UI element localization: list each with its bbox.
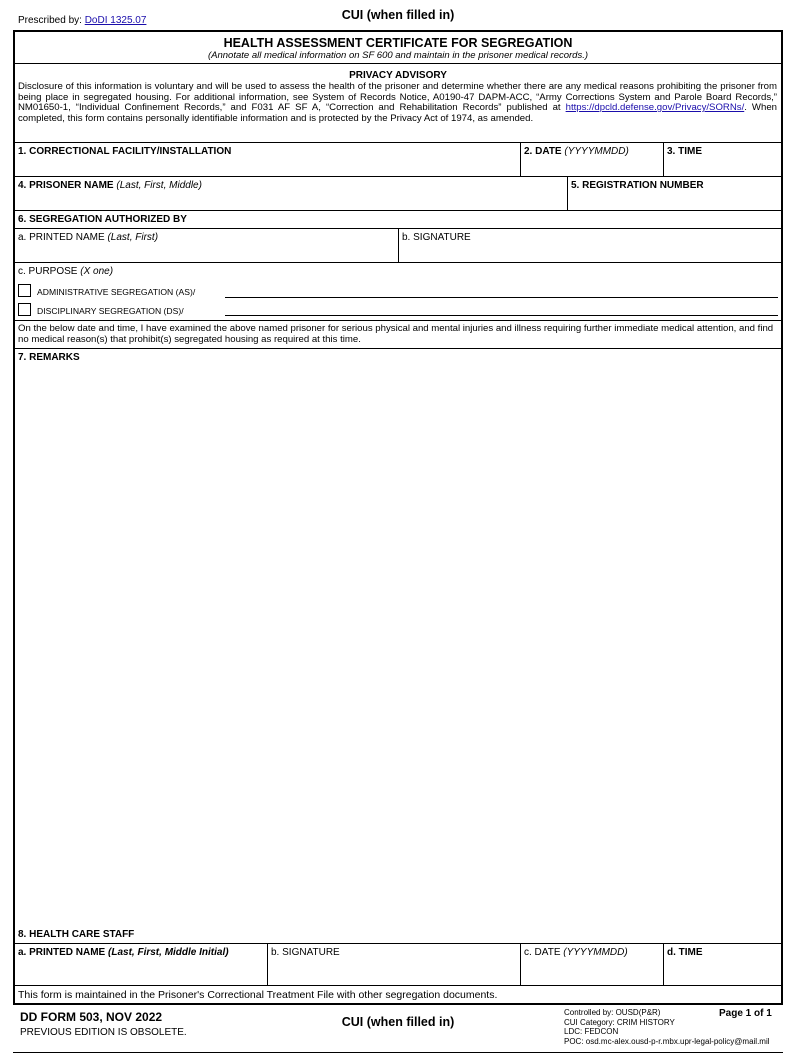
prisoner-name-text: 4. PRISONER NAME (18, 180, 117, 191)
purpose-text: c. PURPOSE (18, 266, 81, 277)
staff-time-label: d. TIME (667, 947, 703, 958)
authorizer-name-text: a. PRINTED NAME (18, 232, 108, 243)
dodi-link[interactable]: DoDI 1325.07 (84, 15, 147, 26)
row-health-care-heading (15, 926, 781, 944)
date-label-text: 2. DATE (524, 146, 565, 157)
staff-name-text: a. PRINTED NAME (18, 947, 109, 958)
staff-date-label (524, 947, 628, 958)
authorizer-name-hint: (Last, First) (107, 232, 159, 243)
date-label (524, 146, 629, 157)
staff-signature-label: b. SIGNATURE (271, 947, 340, 958)
authorizer-name-field[interactable] (15, 229, 398, 262)
option-administrative-label: ADMINISTRATIVE SEGREGATION (AS)/ (37, 287, 196, 297)
form-identifier: DD FORM 503, NOV 2022 (20, 1010, 163, 1024)
administrative-line[interactable] (225, 285, 778, 298)
examination-statement: On the below date and time, I have examined the above named prisoner for serious physical and mental injuries and illness requiring further immediate medical attention, and find no medical reason(s) that prohibit(s) segregated housing as required at this time. (18, 323, 774, 345)
prescribed-label: Prescribed by: (18, 15, 85, 26)
time-label: 3. TIME (667, 146, 703, 157)
controlled-by: Controlled by: OUSD(P&R) (564, 1008, 661, 1017)
staff-name-label (18, 947, 229, 958)
date-field[interactable] (520, 143, 663, 176)
remarks-label: 7. REMARKS (18, 352, 80, 363)
checkbox-administrative[interactable] (18, 284, 31, 297)
privacy-text (18, 82, 777, 124)
registration-number-label: 5. REGISTRATION NUMBER (571, 180, 704, 191)
form-body (13, 30, 783, 1005)
option-disciplinary-label: DISCIPLINARY SEGREGATION (DS)/ (37, 306, 184, 316)
row-segregation-heading (15, 211, 781, 229)
row-purpose (15, 263, 781, 321)
ldc: LDC: FEDCON (564, 1027, 619, 1036)
staff-date-hint: (YYYYMMDD) (563, 947, 628, 958)
top-bar (0, 0, 796, 30)
cui-marking-top: CUI (when filled in) (341, 8, 455, 22)
page-number: Page 1 of 1 (719, 1008, 772, 1019)
time-field[interactable] (663, 143, 781, 176)
date-hint: (YYYYMMDD) (564, 146, 629, 157)
staff-signature-field[interactable] (267, 944, 520, 985)
registration-number-field[interactable] (567, 177, 781, 210)
staff-date-field[interactable] (520, 944, 663, 985)
row-health-care-staff (15, 944, 781, 986)
form-footer (13, 1005, 783, 1055)
privacy-advisory (15, 65, 781, 143)
privacy-title: PRIVACY ADVISORY (349, 70, 447, 81)
disciplinary-line[interactable] (225, 303, 778, 316)
poc: POC: osd.mc-alex.ousd-p-r.mbx.upr-legal-policy@mail.mil (564, 1036, 770, 1046)
facility-field[interactable] (15, 143, 520, 176)
cui-category: CUI Category: CRIM HISTORY (564, 1017, 675, 1027)
prisoner-name-field[interactable] (15, 177, 567, 210)
footer-note: This form is maintained in the Prisoner's Correctional Treatment File with other segregation documents. (18, 989, 498, 1001)
staff-name-field[interactable] (15, 944, 267, 985)
staff-name-hint: (Last, First, Middle Initial) (108, 947, 229, 958)
checkbox-disciplinary[interactable] (18, 303, 31, 316)
previous-edition-note: PREVIOUS EDITION IS OBSOLETE. (20, 1027, 187, 1038)
prisoner-name-label (18, 180, 202, 191)
row-statement (15, 321, 781, 349)
facility-label: 1. CORRECTIONAL FACILITY/INSTALLATION (18, 146, 232, 157)
segregation-authorized-label: 6. SEGREGATION AUTHORIZED BY (18, 214, 187, 225)
authorizer-name-label (18, 232, 158, 243)
prisoner-name-hint: (Last, First, Middle) (116, 180, 202, 191)
staff-date-text: c. DATE (524, 947, 564, 958)
privacy-text-main: Disclosure of this information is voluntary and will be used to assess the health of the prisoner and determine whether there are any medical reasons prohibiting the prisoner from being place in segregated housing. For additional information, see System of Records Notice, A0190-47 DAPM-ACC, “Army Corrections System and Parole Board Records,” NM01650-1, “Individual Confinement Records,” and F031 AF SF A, “Correction and Rehabilitation Records” published at (18, 81, 777, 113)
form-subtitle: (Annotate all medical information on SF 600 and maintain in the prisoner medical records.) (207, 50, 589, 61)
authorizer-signature-field[interactable] (398, 229, 781, 262)
row-authorizer (15, 229, 781, 263)
form-title: HEALTH ASSESSMENT CERTIFICATE FOR SEGREGATION (223, 36, 573, 50)
row-footer-note (15, 986, 781, 1005)
cui-marking-bottom: CUI (when filled in) (341, 1015, 455, 1029)
health-care-staff-label: 8. HEALTH CARE STAFF (18, 929, 135, 940)
remarks-field[interactable] (15, 349, 781, 926)
purpose-label (18, 266, 113, 277)
row-prisoner (15, 177, 781, 211)
form-header (15, 32, 781, 64)
privacy-text-end: . When completed, this form contains personally identifiable information and is protected by the Privacy Act of 1974, as amended. (18, 102, 777, 124)
row-facility-date-time (15, 143, 781, 177)
staff-time-field[interactable] (663, 944, 781, 985)
bottom-rule (13, 1052, 783, 1053)
authorizer-signature-label: b. SIGNATURE (402, 232, 471, 243)
purpose-hint: (X one) (80, 266, 114, 277)
sorn-link[interactable]: https://dpcld.defense.gov/Privacy/SORNs/ (565, 102, 745, 113)
